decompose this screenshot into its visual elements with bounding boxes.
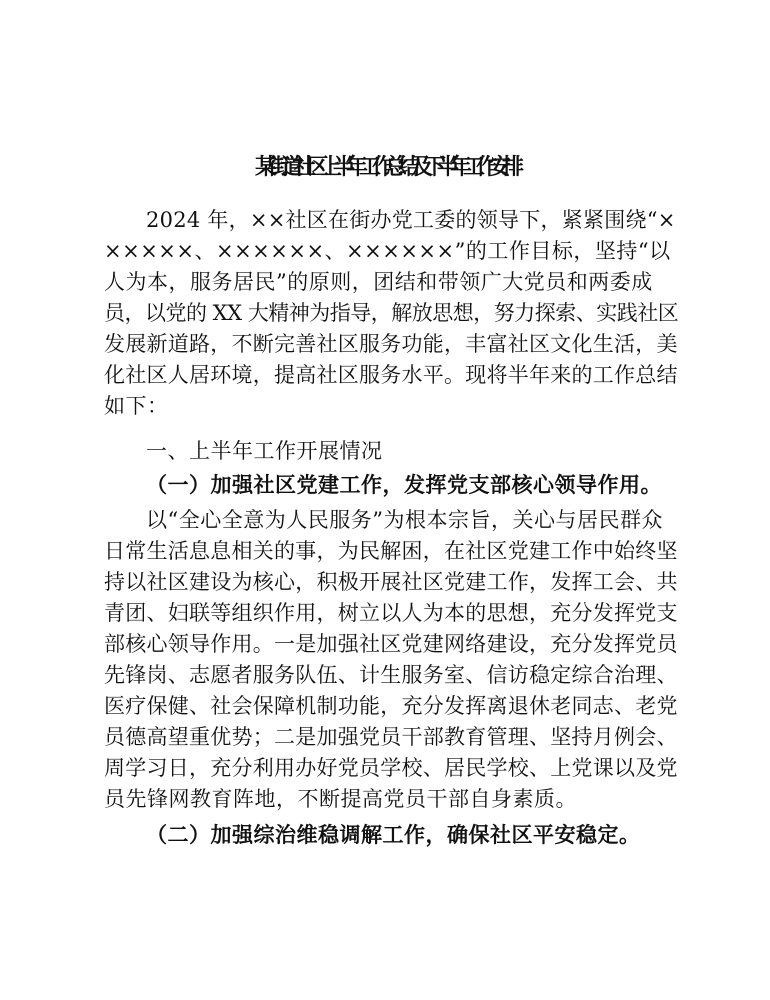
paragraph-line: ×××××、××××××、××××××”的工作目标，坚持“以 bbox=[104, 239, 671, 263]
section-heading: 一、上半年工作开展情况 bbox=[146, 439, 383, 463]
paragraph-line: 员先锋网教育阵地，不断提高党员干部自身素质。 bbox=[104, 787, 577, 811]
paragraph-line: 部核心领导作用。一是加强社区党建网络建设，充分发挥党员 bbox=[104, 632, 678, 656]
paragraph-line: 青团、妇联等组织作用，树立以人为本的思想，充分发挥党支 bbox=[104, 601, 678, 625]
paragraph-line: 员，以党的 XX 大精神为指导，解放思想，努力探索、实践社区 bbox=[104, 301, 679, 325]
subsection-heading: （一）加强社区党建工作，发挥党支部核心领导作用。 bbox=[146, 472, 662, 497]
paragraph-line: 化社区人居环境，提高社区服务水平。现将半年来的工作总结 bbox=[104, 363, 678, 387]
paragraph-line: 如下： bbox=[104, 394, 169, 418]
paragraph-line: 2024 年，××社区在街办党工委的领导下，紧紧围绕“× bbox=[146, 208, 676, 232]
paragraph-line: 以“全心全意为人民服务”为根本宗旨，关心与居民群众 bbox=[146, 508, 663, 532]
document-title: 某街道社区上半年工作总结及下半年工作安排 bbox=[254, 154, 515, 180]
paragraph-line: 员德高望重优势；二是加强党员干部教育管理、坚持月例会、 bbox=[104, 725, 678, 749]
paragraph-line: 医疗保健、社会保障机制功能，充分发挥离退休老同志、老党 bbox=[104, 694, 678, 718]
paragraph-line: 日常生活息息相关的事，为民解困，在社区党建工作中始终坚 bbox=[104, 539, 678, 563]
paragraph-line: 先锋岗、志愿者服务队伍、计生服务室、信访稳定综合治理、 bbox=[104, 663, 678, 687]
paragraph-line: 持以社区建设为核心，积极开展社区党建工作，发挥工会、共 bbox=[104, 570, 678, 594]
paragraph-line: 人为本，服务居民”的原则，团结和带领广大党员和两委成 bbox=[104, 270, 653, 294]
paragraph-line: 周学习日，充分利用办好党员学校、居民学校、上党课以及党 bbox=[104, 756, 678, 780]
paragraph-line: 发展新道路，不断完善社区服务功能，丰富社区文化生活，美 bbox=[104, 332, 678, 356]
subsection-heading: （二）加强综治维稳调解工作，确保社区平安稳定。 bbox=[146, 822, 641, 847]
